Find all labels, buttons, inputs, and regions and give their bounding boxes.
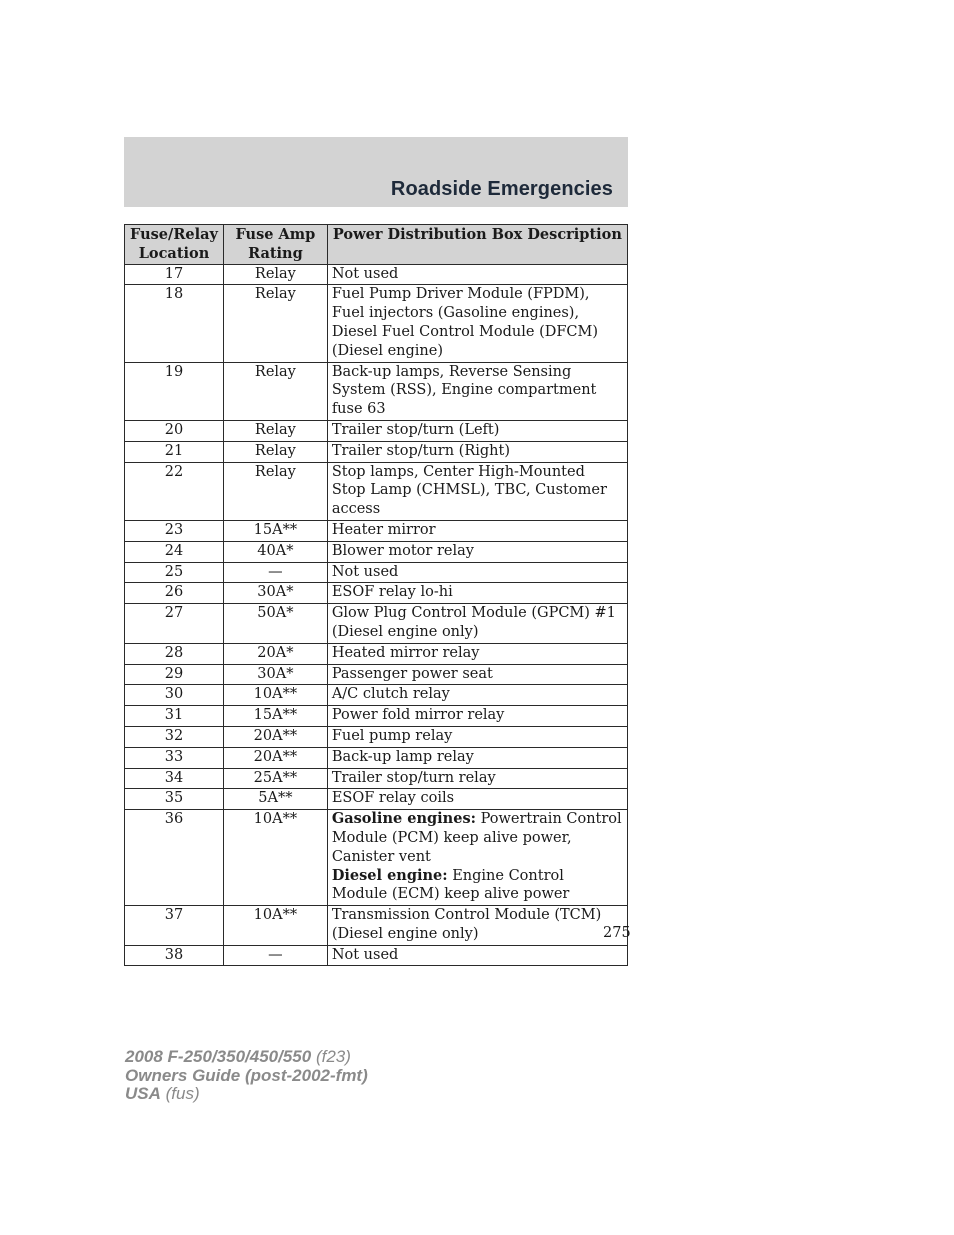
table-row [125, 945, 628, 966]
footer-line-region: USA (fus) [125, 1084, 200, 1103]
table-row [125, 541, 628, 562]
cell-description: Passenger power seat [327, 664, 627, 685]
cell-location: 26 [125, 583, 224, 604]
cell-description: Not used [327, 264, 627, 285]
table-row [125, 706, 628, 727]
table-row [125, 747, 628, 768]
cell-rating: 15A** [223, 706, 327, 727]
cell-description: Trailer stop/turn relay [327, 768, 627, 789]
table-row [125, 420, 628, 441]
table-row [125, 685, 628, 706]
table-row [125, 789, 628, 810]
cell-description: Stop lamps, Center High-Mounted Stop Lamp (CHMSL), TBC, Customer access [327, 462, 627, 520]
cell-description: Back-up lamp relay [327, 747, 627, 768]
table-row [125, 562, 628, 583]
cell-rating: 10A** [223, 685, 327, 706]
cell-rating: 5A** [223, 789, 327, 810]
cell-description: Fuel pump relay [327, 726, 627, 747]
cell-rating: Relay [223, 264, 327, 285]
cell-location: 19 [125, 362, 224, 420]
cell-location: 38 [125, 945, 224, 966]
column-header-rating: Fuse Amp Rating [223, 225, 327, 265]
cell-rating: Relay [223, 441, 327, 462]
cell-description: Fuel Pump Driver Module (FPDM), Fuel injectors (Gasoline engines), Diesel Fuel Control Module (DFCM) (Diesel engine) [327, 285, 627, 362]
cell-location: 17 [125, 264, 224, 285]
cell-rating: 10A** [223, 906, 327, 946]
cell-rating: Relay [223, 362, 327, 420]
cell-location: 33 [125, 747, 224, 768]
cell-rating: 20A** [223, 747, 327, 768]
table-row [125, 441, 628, 462]
cell-rating: 20A** [223, 726, 327, 747]
gasoline-engines-text: Powertrain Control Module (PCM) keep alive power, Canister vent [331, 811, 622, 865]
cell-description: Not used [327, 562, 627, 583]
column-header-description: Power Distribution Box Description [327, 225, 627, 265]
cell-location: 28 [125, 643, 224, 664]
cell-location: 22 [125, 462, 224, 520]
cell-rating: — [223, 562, 327, 583]
cell-location: 29 [125, 664, 224, 685]
cell-location: 37 [125, 906, 224, 946]
cell-description: Trailer stop/turn (Left) [327, 420, 627, 441]
cell-location: 32 [125, 726, 224, 747]
document-footer [125, 1048, 368, 1104]
table-row [125, 643, 628, 664]
table-row [125, 664, 628, 685]
gasoline-engines-note [332, 810, 623, 866]
cell-rating: Relay [223, 462, 327, 520]
cell-location: 34 [125, 768, 224, 789]
cell-rating: Relay [223, 285, 327, 362]
cell-rating: 10A** [223, 810, 327, 906]
cell-location: 36 [125, 810, 224, 906]
page-number: 275 [603, 925, 631, 941]
cell-location: 24 [125, 541, 224, 562]
cell-description: ESOF relay lo-hi [327, 583, 627, 604]
cell-location: 21 [125, 441, 224, 462]
table-header-row [125, 225, 628, 265]
cell-location: 25 [125, 562, 224, 583]
cell-location: 31 [125, 706, 224, 727]
cell-rating: 30A* [223, 583, 327, 604]
cell-description: A/C clutch relay [327, 685, 627, 706]
cell-rating: 15A** [223, 520, 327, 541]
section-header-band [124, 137, 628, 207]
cell-description [327, 810, 627, 906]
cell-description: Transmission Control Module (TCM) (Diesel engine only) [327, 906, 627, 946]
cell-description: Heated mirror relay [327, 643, 627, 664]
diesel-engine-note [332, 867, 623, 905]
gasoline-engines-label: Gasoline engines: [331, 810, 476, 828]
cell-location: 27 [125, 604, 224, 644]
cell-description: Not used [327, 945, 627, 966]
cell-description: Blower motor relay [327, 541, 627, 562]
cell-description: Heater mirror [327, 520, 627, 541]
cell-location: 23 [125, 520, 224, 541]
section-title: Roadside Emergencies [390, 178, 613, 200]
cell-description: Trailer stop/turn (Right) [327, 441, 627, 462]
table-row [125, 906, 628, 946]
cell-description: Glow Plug Control Module (GPCM) #1 (Diesel engine only) [327, 604, 627, 644]
cell-description: ESOF relay coils [327, 789, 627, 810]
table-row [125, 583, 628, 604]
table-row [125, 362, 628, 420]
cell-location: 20 [125, 420, 224, 441]
table-row [125, 285, 628, 362]
footer-line-guide: Owners Guide (post-2002-fmt) [125, 1065, 368, 1085]
diesel-engine-label: Diesel engine: [331, 866, 448, 884]
diesel-engine-text: Engine Control Module (ECM) keep alive power [331, 867, 570, 903]
cell-rating: 40A* [223, 541, 327, 562]
cell-rating: 30A* [223, 664, 327, 685]
table-row [125, 768, 628, 789]
cell-rating: Relay [223, 420, 327, 441]
cell-description: Back-up lamps, Reverse Sensing System (RSS), Engine compartment fuse 63 [327, 362, 627, 420]
cell-description: Power fold mirror relay [327, 706, 627, 727]
table-row [125, 604, 628, 644]
footer-line-model: 2008 F-250/350/450/550 (f23) [125, 1047, 351, 1066]
table-row [125, 462, 628, 520]
table-row [125, 264, 628, 285]
table-row [125, 810, 628, 906]
cell-location: 30 [125, 685, 224, 706]
fuse-table [124, 224, 628, 966]
cell-rating: — [223, 945, 327, 966]
cell-rating: 20A* [223, 643, 327, 664]
cell-location: 35 [125, 789, 224, 810]
cell-rating: 25A** [223, 768, 327, 789]
cell-location: 18 [125, 285, 224, 362]
column-header-location: Fuse/Relay Location [125, 225, 224, 265]
cell-rating: 50A* [223, 604, 327, 644]
table-row [125, 520, 628, 541]
table-row [125, 726, 628, 747]
